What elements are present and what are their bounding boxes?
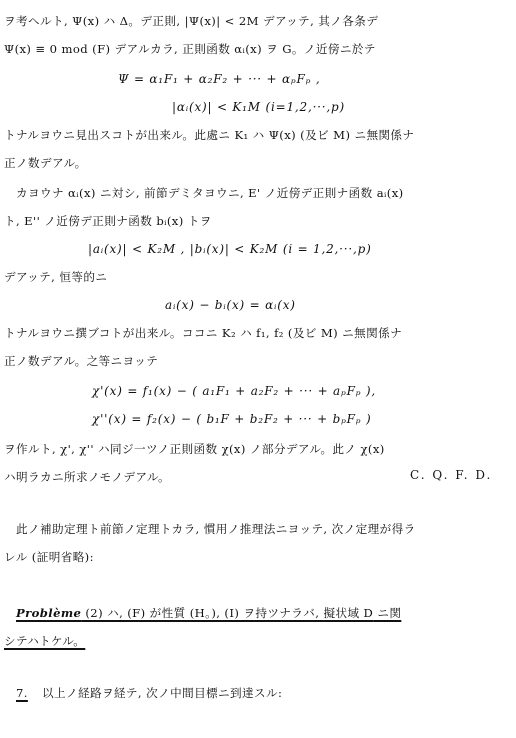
equation-ab-bounds: |aᵢ(x)| < K₂M , |bᵢ(x)| < K₂M (i = 1,2,···,p) bbox=[88, 242, 372, 256]
equation-identity: aᵢ(x) − bᵢ(x) = αᵢ(x) bbox=[165, 298, 296, 312]
text-line: Ψ(x) ≡ 0 mod (F) デアルカラ, 正則函数 αᵢ(x) ヲ G。ノ近傍ニ於テ bbox=[4, 42, 376, 56]
problem-text-tail: ニ関 bbox=[373, 606, 402, 620]
pseudoconvex-domain-term: 擬状域 D bbox=[323, 606, 374, 620]
text-line: 此ノ補助定理ト前節ノ定理トカラ, 慣用ノ推理法ニヨッテ, 次ノ定理が得ラ bbox=[16, 522, 416, 536]
equation-alpha-bound: |αᵢ(x)| < K₁M (i=1,2,···,p) bbox=[172, 100, 345, 114]
problem-title: Problème bbox=[16, 606, 82, 620]
problem-text: (2) ハ, (F) が性質 (H。), (I) ヲ持ツナラバ, bbox=[81, 606, 324, 620]
text-line: ト, E'' ノ近傍デ正則ナ函数 bᵢ(x) トヲ bbox=[4, 214, 212, 228]
equation-chi-prime: χ'(x) = f₁(x) − ( a₁F₁ + a₂F₂ + ··· + aₚFₚ ), bbox=[92, 384, 377, 398]
section-text: 以上ノ経路ヲ経テ, 次ノ中間目標ニ到達スル: bbox=[41, 686, 283, 700]
problem-statement-end bbox=[4, 632, 85, 650]
section-number: 7. bbox=[16, 686, 28, 700]
text-line: 正ノ数デアル。之等ニヨッテ bbox=[4, 354, 159, 368]
text-line: デアッテ, 恒等的ニ bbox=[4, 270, 108, 284]
text-line: トナルヨウニ見出スコトが出来ル。此處ニ K₁ ハ Ψ(x) (及ビ M) ニ無関係ナ bbox=[4, 128, 415, 142]
equation-chi-double-prime: χ''(x) = f₂(x) − ( b₁F + b₂F₂ + ··· + bₚFₚ ) bbox=[92, 412, 372, 426]
text-line: ヲ考ヘルト, Ψ(x) ハ Δ。デ正則, |Ψ(x)| < 2M デアッテ, 其ノ各条デ bbox=[4, 14, 379, 28]
equation-psi-decomposition: Ψ = α₁F₁ + α₂F₂ + ··· + αₚFₚ , bbox=[118, 72, 321, 86]
section-line bbox=[16, 684, 282, 702]
qed-mark: C. Q. F. D. bbox=[410, 468, 493, 482]
text-line: 正ノ数デアル。 bbox=[4, 156, 87, 170]
text-line: トナルヨウニ撰ブコトが出来ル。ココニ K₂ ハ f₁, f₂ (及ビ M) ニ無関係ナ bbox=[4, 326, 403, 340]
text-line: カヨウナ αᵢ(x) ニ対シ, 前節デミタヨウニ, E' ノ近傍デ正則ナ函数 aᵢ(x) bbox=[16, 186, 404, 200]
text-line: ハ明ラカニ所求ノモノデアル。 bbox=[4, 470, 170, 484]
problem-statement bbox=[16, 604, 401, 622]
text-line: レル (証明省略): bbox=[4, 550, 94, 564]
problem-text: シテハトケル。 bbox=[4, 634, 86, 648]
text-line: ヲ作ルト, χ', χ'' ハ同ジ一ツノ正則函数 χ(x) ノ部分デアル。此ノ χ(x) bbox=[4, 442, 385, 456]
